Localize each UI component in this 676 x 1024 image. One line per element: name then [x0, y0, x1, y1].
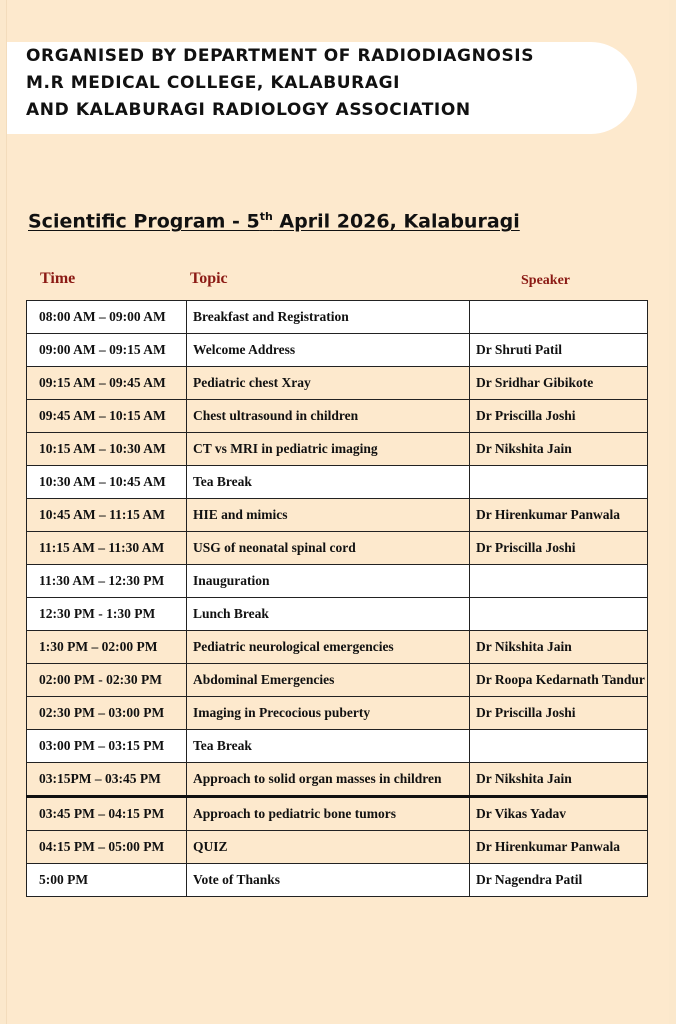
time-cell: 11:30 AM – 12:30 PM	[27, 565, 187, 598]
column-header-topic: Topic	[190, 270, 228, 287]
heading-prefix: Scientific Program - 5	[28, 210, 260, 233]
schedule-row	[27, 831, 648, 864]
speaker-cell: Dr Nagendra Patil	[470, 864, 648, 897]
program-heading	[28, 210, 520, 232]
speaker-cell: Dr Hirenkumar Panwala	[470, 499, 648, 532]
time-cell: 09:15 AM – 09:45 AM	[27, 367, 187, 400]
time-cell: 11:15 AM – 11:30 AM	[27, 532, 187, 565]
topic-cell: Welcome Address	[187, 334, 470, 367]
topic-cell: Approach to pediatric bone tumors	[187, 797, 470, 831]
column-header-time: Time	[40, 270, 76, 287]
time-cell: 02:30 PM – 03:00 PM	[27, 697, 187, 730]
speaker-cell: Dr Nikshita Jain	[470, 433, 648, 466]
speaker-cell: Dr Roopa Kedarnath Tandur	[470, 664, 648, 697]
heading-suffix: April 2026, Kalaburagi	[272, 210, 520, 233]
topic-cell: Breakfast and Registration	[187, 301, 470, 334]
time-cell: 04:15 PM – 05:00 PM	[27, 831, 187, 864]
topic-cell: Approach to solid organ masses in children	[187, 763, 470, 797]
time-cell: 10:45 AM – 11:15 AM	[27, 499, 187, 532]
topic-cell: Vote of Thanks	[187, 864, 470, 897]
schedule-body	[27, 301, 648, 897]
topic-cell: Abdominal Emergencies	[187, 664, 470, 697]
speaker-cell	[470, 598, 648, 631]
schedule-row	[27, 466, 648, 499]
topic-cell: CT vs MRI in pediatric imaging	[187, 433, 470, 466]
time-cell: 02:00 PM - 02:30 PM	[27, 664, 187, 697]
schedule-row	[27, 301, 648, 334]
time-cell: 1:30 PM – 02:00 PM	[27, 631, 187, 664]
schedule-row	[27, 499, 648, 532]
speaker-cell: Dr Shruti Patil	[470, 334, 648, 367]
time-cell: 10:30 AM – 10:45 AM	[27, 466, 187, 499]
schedule-row	[27, 565, 648, 598]
time-cell: 5:00 PM	[27, 864, 187, 897]
speaker-cell: Dr Priscilla Joshi	[470, 697, 648, 730]
speaker-cell: Dr Vikas Yadav	[470, 797, 648, 831]
speaker-cell	[470, 730, 648, 763]
time-cell: 09:00 AM – 09:15 AM	[27, 334, 187, 367]
heading-superscript: th	[259, 210, 273, 223]
speaker-cell: Dr Nikshita Jain	[470, 763, 648, 797]
schedule-table	[26, 300, 648, 897]
speaker-cell	[470, 466, 648, 499]
time-cell: 08:00 AM – 09:00 AM	[27, 301, 187, 334]
organiser-line-3: AND KALABURAGI RADIOLOGY ASSOCIATION	[26, 100, 471, 120]
topic-cell: Tea Break	[187, 730, 470, 763]
topic-cell: HIE and mimics	[187, 499, 470, 532]
schedule-row	[27, 697, 648, 730]
topic-cell: QUIZ	[187, 831, 470, 864]
speaker-cell	[470, 565, 648, 598]
topic-cell: Lunch Break	[187, 598, 470, 631]
time-cell: 12:30 PM - 1:30 PM	[27, 598, 187, 631]
time-cell: 03:45 PM – 04:15 PM	[27, 797, 187, 831]
topic-cell: Tea Break	[187, 466, 470, 499]
speaker-cell: Dr Hirenkumar Panwala	[470, 831, 648, 864]
speaker-cell: Dr Priscilla Joshi	[470, 400, 648, 433]
topic-cell: USG of neonatal spinal cord	[187, 532, 470, 565]
time-cell: 09:45 AM – 10:15 AM	[27, 400, 187, 433]
topic-cell: Pediatric chest Xray	[187, 367, 470, 400]
speaker-cell: Dr Priscilla Joshi	[470, 532, 648, 565]
speaker-cell: Dr Sridhar Gibikote	[470, 367, 648, 400]
speaker-cell: Dr Nikshita Jain	[470, 631, 648, 664]
schedule-row	[27, 433, 648, 466]
time-cell: 03:00 PM – 03:15 PM	[27, 730, 187, 763]
schedule-row	[27, 797, 648, 831]
time-cell: 03:15PM – 03:45 PM	[27, 763, 187, 797]
topic-cell: Inauguration	[187, 565, 470, 598]
speaker-cell	[470, 301, 648, 334]
schedule-row	[27, 367, 648, 400]
schedule-row	[27, 664, 648, 697]
schedule-row	[27, 631, 648, 664]
schedule-row	[27, 763, 648, 797]
time-cell: 10:15 AM – 10:30 AM	[27, 433, 187, 466]
schedule-row	[27, 334, 648, 367]
topic-cell: Chest ultrasound in children	[187, 400, 470, 433]
schedule-row	[27, 400, 648, 433]
schedule-row	[27, 730, 648, 763]
organiser-line-1: ORGANISED BY DEPARTMENT OF RADIODIAGNOSIS	[26, 46, 535, 66]
topic-cell: Imaging in Precocious puberty	[187, 697, 470, 730]
organiser-line-2: M.R MEDICAL COLLEGE, KALABURAGI	[26, 73, 401, 93]
column-header-speaker: Speaker	[521, 273, 570, 288]
schedule-row	[27, 598, 648, 631]
schedule-row	[27, 864, 648, 897]
schedule-row	[27, 532, 648, 565]
topic-cell: Pediatric neurological emergencies	[187, 631, 470, 664]
